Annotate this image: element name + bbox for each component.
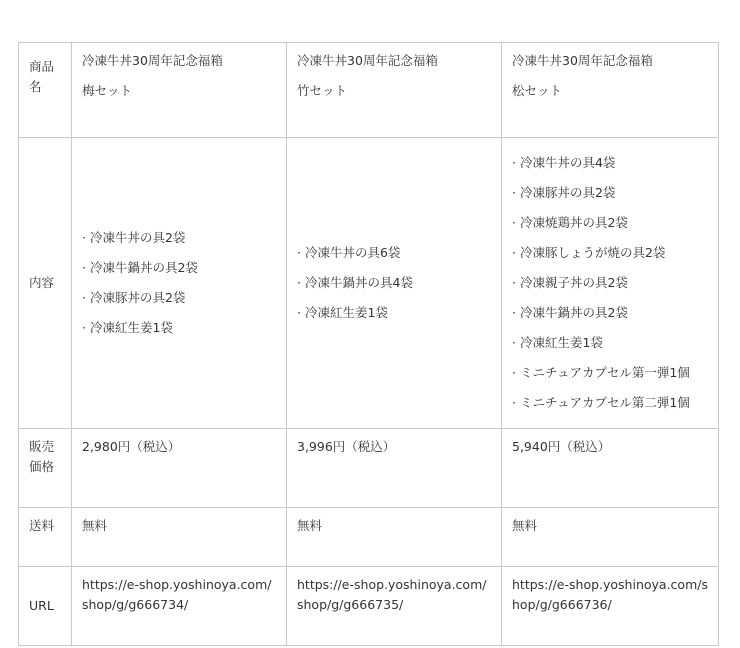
list-item: · ミニチュアカプセル第一弾1個	[512, 365, 690, 380]
list-item: · 冷凍牛丼の具2袋	[82, 230, 186, 245]
url-cell	[287, 567, 502, 646]
product-spec-table	[18, 42, 719, 646]
product-title: 冷凍牛丼30周年記念福箱	[512, 53, 653, 68]
shipping-cell: 無料	[72, 508, 287, 567]
contents-list	[82, 228, 276, 338]
contents-cell	[72, 138, 287, 429]
label-price: 販売価格	[19, 429, 72, 508]
label-url: URL	[19, 567, 72, 646]
shipping-cell: 無料	[287, 508, 502, 567]
list-item: · 冷凍牛丼の具4袋	[512, 155, 616, 170]
product-title: 冷凍牛丼30周年記念福箱	[297, 53, 438, 68]
url-cell	[72, 567, 287, 646]
price-cell: 2,980円（税込）	[72, 429, 287, 508]
list-item: · 冷凍牛鍋丼の具2袋	[82, 260, 198, 275]
list-item: · ミニチュアカプセル第二弾1個	[512, 395, 690, 410]
list-item: · 冷凍牛丼の具6袋	[297, 245, 401, 260]
row-shipping	[19, 508, 719, 567]
label-product-name: 商品名	[19, 43, 72, 138]
product-set-name: 松セット	[512, 83, 563, 98]
list-item: · 冷凍牛鍋丼の具2袋	[512, 305, 628, 320]
contents-list	[512, 153, 708, 413]
list-item: · 冷凍紅生姜1袋	[82, 320, 173, 335]
product-title: 冷凍牛丼30周年記念福箱	[82, 53, 223, 68]
contents-list	[297, 243, 491, 323]
label-shipping: 送料	[19, 508, 72, 567]
list-item: · 冷凍豚丼の具2袋	[512, 185, 616, 200]
price-cell: 5,940円（税込）	[502, 429, 719, 508]
list-item: · 冷凍焼鶏丼の具2袋	[512, 215, 628, 230]
list-item: · 冷凍豚丼の具2袋	[82, 290, 186, 305]
product-url-link[interactable]: https://e-shop.yoshinoya.com/shop/g/g666734/	[82, 577, 272, 612]
product-set-name: 竹セット	[297, 83, 348, 98]
contents-cell	[502, 138, 719, 429]
price-cell: 3,996円（税込）	[287, 429, 502, 508]
list-item: · 冷凍紅生姜1袋	[297, 305, 388, 320]
row-product-name	[19, 43, 719, 138]
product-url-link[interactable]: https://e-shop.yoshinoya.com/shop/g/g666736/	[512, 577, 708, 612]
row-contents	[19, 138, 719, 429]
product-url-link[interactable]: https://e-shop.yoshinoya.com/shop/g/g666735/	[297, 577, 487, 612]
url-cell	[502, 567, 719, 646]
list-item: · 冷凍牛鍋丼の具4袋	[297, 275, 413, 290]
product-set-name: 梅セット	[82, 83, 133, 98]
list-item: · 冷凍親子丼の具2袋	[512, 275, 628, 290]
list-item: · 冷凍豚しょうが焼の具2袋	[512, 245, 666, 260]
label-contents: 内容	[19, 138, 72, 429]
row-url	[19, 567, 719, 646]
list-item: · 冷凍紅生姜1袋	[512, 335, 603, 350]
product-name-cell	[502, 43, 719, 138]
shipping-cell: 無料	[502, 508, 719, 567]
row-price	[19, 429, 719, 508]
product-name-cell	[287, 43, 502, 138]
product-name-cell	[72, 43, 287, 138]
contents-cell	[287, 138, 502, 429]
